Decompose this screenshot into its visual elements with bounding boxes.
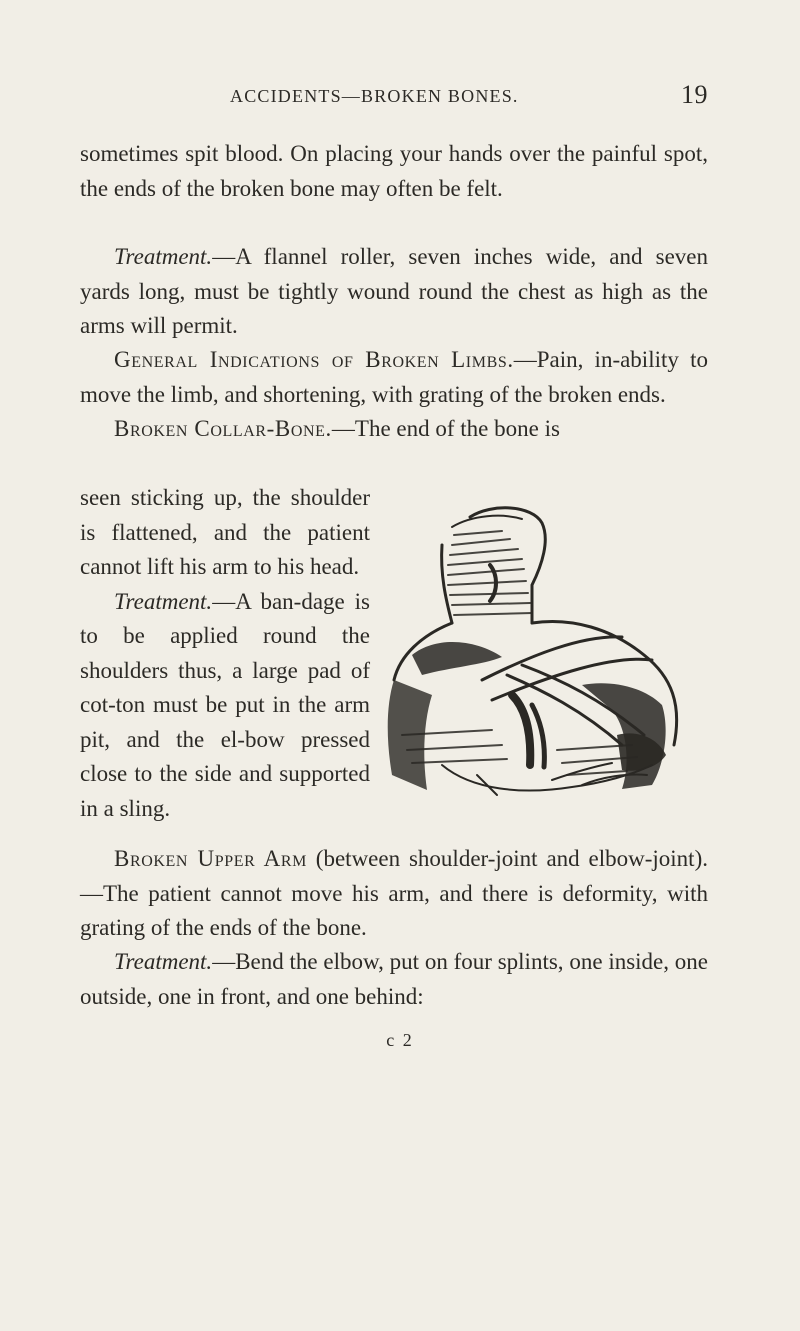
paragraph-chest-injury-continued bbox=[80, 137, 708, 206]
page-number: 19 bbox=[681, 80, 708, 109]
paragraph-text: —The end of the bone is bbox=[331, 416, 560, 441]
paragraph-text: (between shoulder-joint and elbow-joint).—The patient cannot move his arm, and there is deformity, with grating of the ends of the bone. bbox=[80, 846, 708, 940]
paragraph-collar-bone-symptoms bbox=[80, 481, 370, 585]
paragraph-upper-arm-treatment bbox=[80, 945, 708, 1014]
paragraph-broken-collar-bone bbox=[80, 412, 708, 447]
paragraph-text: —Pain, in-ability to move the limb, and shortening, with grating of the broken ends. bbox=[80, 347, 708, 407]
treatment-heading: Treatment. bbox=[114, 949, 213, 974]
running-title: ACCIDENTS—BROKEN BONES. bbox=[230, 86, 519, 106]
paragraph-text: —Bend the elbow, put on four splints, one inside, one outside, one in front, and one behind: bbox=[80, 949, 708, 1009]
bandaged-shoulders-illustration bbox=[382, 505, 712, 805]
paragraph-broken-upper-arm bbox=[80, 842, 708, 946]
treatment-heading: Treatment. bbox=[114, 244, 213, 269]
paragraph-text: —A ban-dage is to be applied round the shoulders thus, a large pad of cot-ton must be put in the arm pit, and the el-bow pressed close to the side and supported in a sling. bbox=[80, 588, 370, 821]
paragraph-text: sometimes spit blood. On placing your hands over the painful spot, the ends of the broken bone may often be felt. bbox=[80, 141, 708, 201]
signature-mark: c 2 bbox=[386, 1030, 414, 1050]
paragraph-general-indications bbox=[80, 343, 708, 412]
narrow-column bbox=[80, 481, 370, 826]
section-heading: Broken Collar-Bone. bbox=[114, 416, 332, 441]
section-heading: Broken Upper Arm bbox=[114, 846, 307, 871]
section-heading: General Indications of Broken Limbs. bbox=[114, 347, 514, 372]
treatment-heading: Treatment. bbox=[114, 588, 213, 614]
paragraph-text: —A flannel roller, seven inches wide, and seven yards long, must be tightly wound round the chest as high as the arms will permit. bbox=[80, 244, 708, 338]
running-head bbox=[80, 80, 708, 116]
bandaged-shoulders-engraving-icon bbox=[388, 508, 677, 795]
paragraph-text: seen sticking up, the shoulder is flattened, and the patient cannot lift his arm to his head. bbox=[80, 485, 370, 579]
paragraph-chest-treatment bbox=[80, 240, 708, 344]
paragraph-collar-bone-treatment bbox=[80, 585, 370, 827]
